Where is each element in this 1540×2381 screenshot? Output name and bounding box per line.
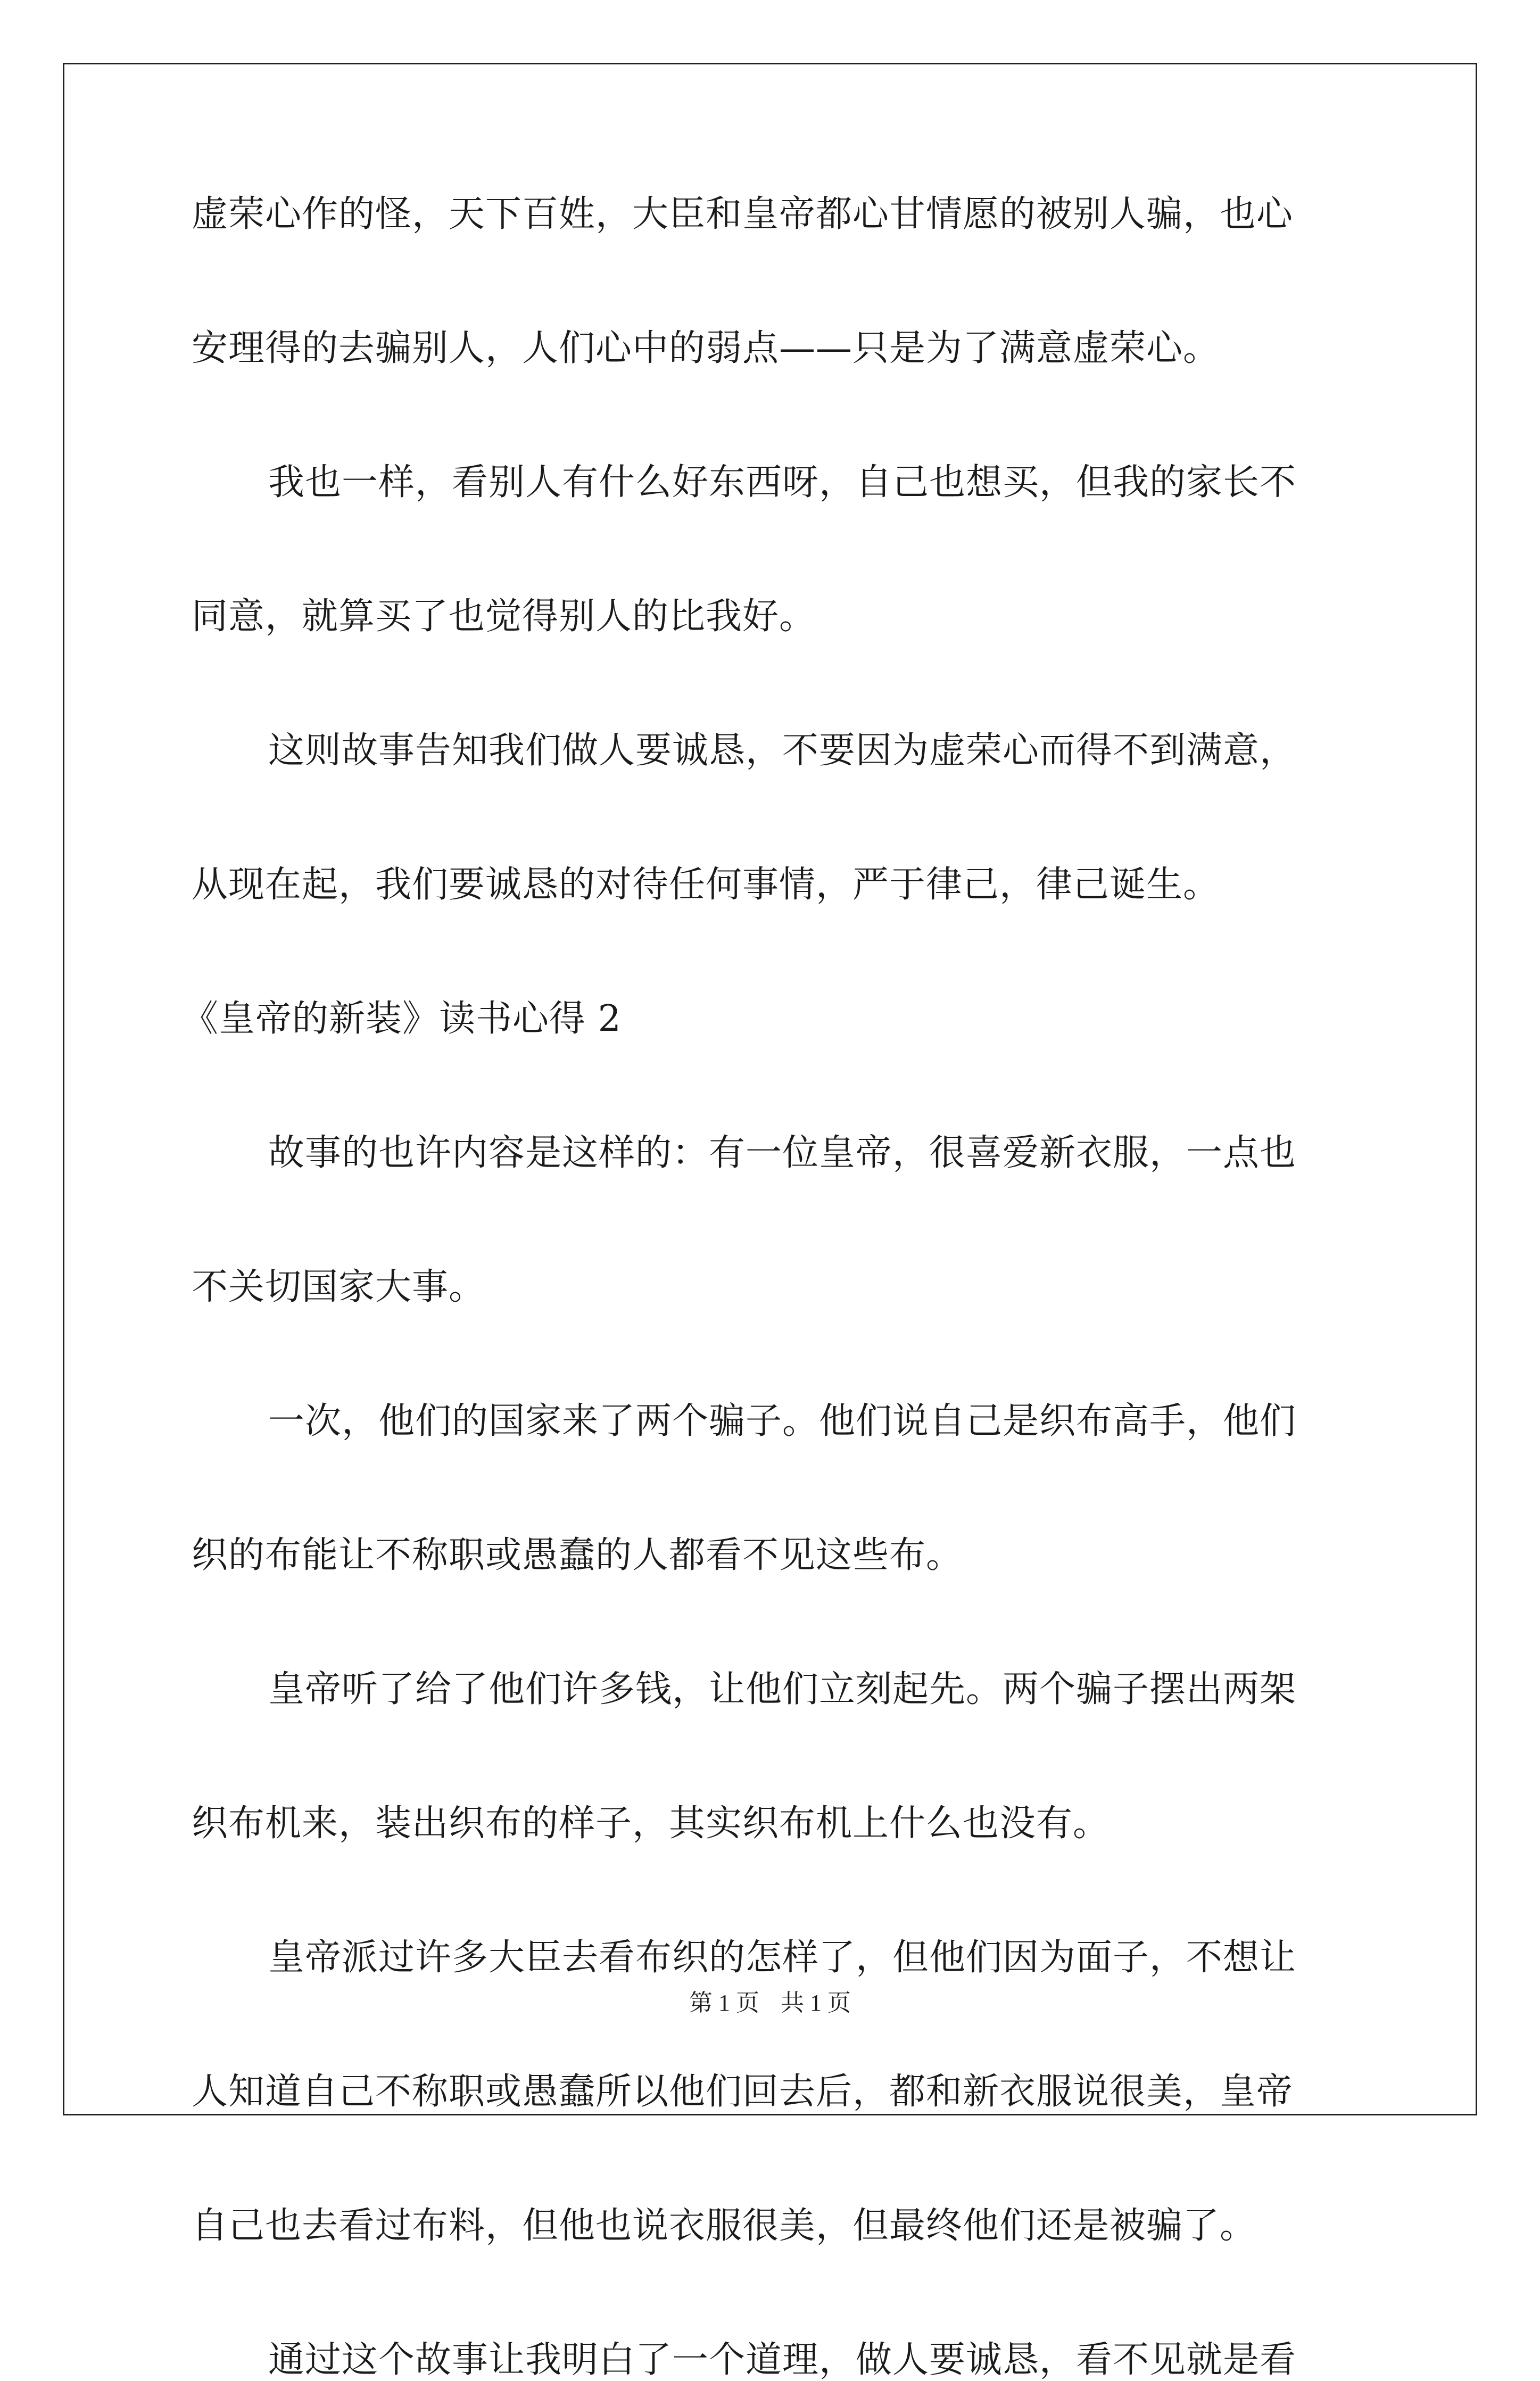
section-heading: 《皇帝的新装》读书心得 2 bbox=[182, 998, 622, 1040]
text-line: 不关切国家大事。 bbox=[192, 1266, 486, 1308]
text-line: 从现在起，我们要诚恳的对待任何事情，严于律己，律己诞生。 bbox=[192, 864, 1220, 906]
paragraph-start-line: 一次，他们的国家来了两个骗子。他们说自己是织布高手，他们 bbox=[268, 1400, 1297, 1442]
text-line: 虚荣心作的怪，天下百姓，大臣和皇帝都心甘情愿的被别人骗，也心 bbox=[192, 193, 1294, 235]
paragraph-start-line: 通过这个故事让我明白了一个道理，做人要诚恳，看不见就是看 bbox=[268, 2339, 1297, 2381]
text-line: 自己也去看过布料，但他也说衣服很美，但最终他们还是被骗了。 bbox=[192, 2205, 1257, 2247]
document-body bbox=[182, 193, 1352, 2381]
text-line: 同意，就算买了也觉得别人的比我好。 bbox=[192, 596, 816, 638]
paragraph-start-line: 皇帝派过许多大臣去看布织的怎样了，但他们因为面子，不想让 bbox=[268, 1937, 1297, 1979]
paragraph-start-line: 我也一样，看别人有什么好东西呀，自己也想买，但我的家长不 bbox=[268, 461, 1297, 503]
text-line: 安理得的去骗别人，人们心中的弱点——只是为了满意虚荣心。 bbox=[192, 327, 1220, 369]
text-line: 人知道自己不称职或愚蠢所以他们回去后，都和新衣服说很美，皇帝 bbox=[192, 2071, 1294, 2113]
paragraph-start-line: 皇帝听了给了他们许多钱，让他们立刻起先。两个骗子摆出两架 bbox=[268, 1668, 1297, 1710]
page-total: 共 1 页 bbox=[781, 1990, 851, 2016]
page-number: 第 1 页 bbox=[689, 1990, 759, 2016]
text-line: 织布机来，装出织布的样子，其实织布机上什么也没有。 bbox=[192, 1803, 1110, 1845]
text-line: 织的布能让不称职或愚蠢的人都看不见这些布。 bbox=[192, 1534, 963, 1576]
paragraph-start-line: 这则故事告知我们做人要诚恳，不要因为虚荣心而得不到满意， bbox=[268, 730, 1297, 772]
page-footer bbox=[0, 1988, 1540, 2018]
paragraph-start-line: 故事的也许内容是这样的：有一位皇帝，很喜爱新衣服，一点也 bbox=[268, 1132, 1297, 1174]
